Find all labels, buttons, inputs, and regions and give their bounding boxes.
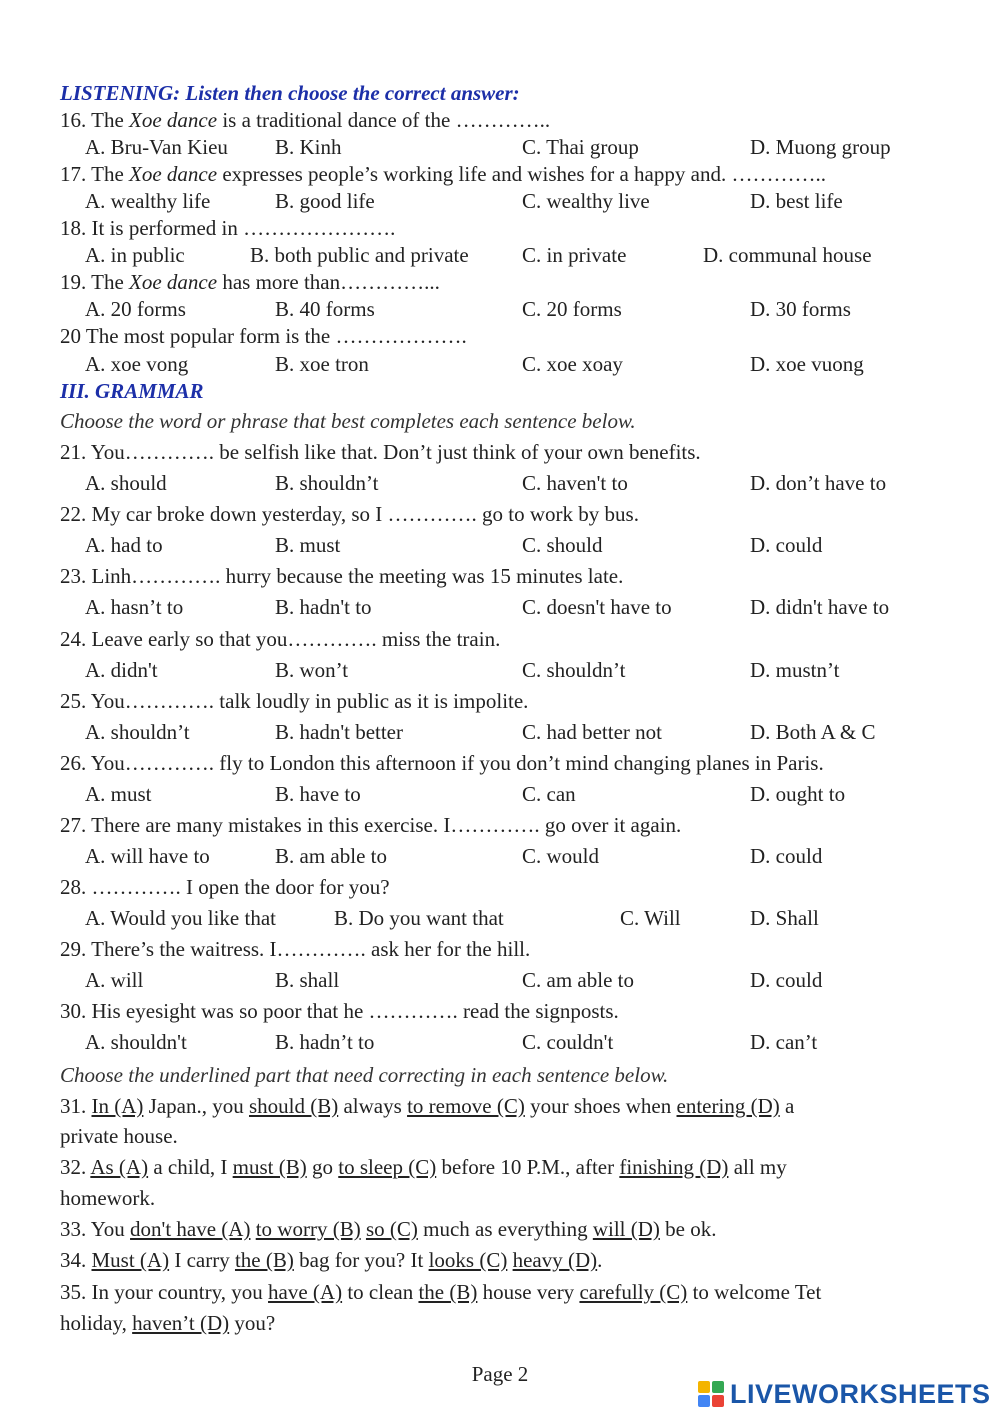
option-d[interactable]: D. best life [750,189,843,213]
option-d[interactable]: D. didn't have to [750,595,890,619]
question-19: 19. The Xoe dance has more than…………... [60,270,440,294]
page-number: Page 2 [471,1362,529,1386]
option-a[interactable]: A. in public [85,243,185,267]
part-b[interactable]: should (B) [248,1094,339,1118]
option-d[interactable]: D. mustn’t [750,658,840,682]
option-b[interactable]: B. hadn't to [275,595,372,619]
option-c[interactable]: C. 20 forms [522,297,622,321]
option-b[interactable]: B. Do you want that [334,906,504,930]
option-a[interactable]: A. had to [85,533,163,557]
logo-icon [698,1381,724,1407]
option-a[interactable]: A. will have to [85,844,210,868]
option-c[interactable]: C. should [522,533,603,557]
option-b[interactable]: B. hadn’t to [275,1030,375,1054]
option-c[interactable]: C. wealthy live [522,189,650,213]
question-30: 30. His eyesight was so poor that he …………. read the signposts. [60,999,619,1023]
option-b[interactable]: B. hadn't better [275,720,403,744]
option-d[interactable]: D. could [750,844,823,868]
option-d[interactable]: D. 30 forms [750,297,851,321]
option-d[interactable]: D. Both A & C [750,720,876,744]
grammar-heading: III. GRAMMAR [60,379,204,403]
part-c[interactable]: to remove (C) [407,1094,525,1118]
question-26: 26. You…………. fly to London this afternoon if you don’t mind changing planes in Paris. [60,751,824,775]
option-b[interactable]: B. xoe tron [275,352,369,376]
option-a[interactable]: A. 20 forms [85,297,186,321]
option-c[interactable]: C. doesn't have to [522,595,672,619]
option-c[interactable]: C. couldn't [522,1030,614,1054]
option-a[interactable]: A. will [85,968,144,992]
option-b[interactable]: B. Kinh [275,135,342,159]
option-c[interactable]: C. in private [522,243,627,267]
option-b[interactable]: B. must [275,533,341,557]
part-c[interactable]: carefully (C) [579,1280,688,1304]
option-b[interactable]: B. won’t [275,658,349,682]
question-29: 29. There’s the waitress. I…………. ask her for the hill. [60,937,531,961]
part-d[interactable]: haven’t (D) [132,1311,230,1335]
liveworksheets-logo[interactable] [698,1378,991,1410]
option-c[interactable]: C. shouldn’t [522,658,626,682]
option-c[interactable]: C. had better not [522,720,662,744]
part-b[interactable]: the (B) [234,1248,294,1272]
option-b[interactable]: B. both public and private [250,243,469,267]
option-a[interactable]: A. should [85,471,167,495]
question-33: 33. You don't have (A) to worry (B) so (C) much as everything will (D) be ok. [60,1217,717,1241]
option-a[interactable]: A. must [85,782,152,806]
option-d[interactable]: D. Shall [750,906,819,930]
question-17: 17. The Xoe dance expresses people’s working life and wishes for a happy and. ………….. [60,162,826,186]
part-b[interactable]: the (B) [418,1280,478,1304]
option-c[interactable]: C. am able to [522,968,634,992]
option-a[interactable]: A. Would you like that [85,906,276,930]
option-d[interactable]: D. ought to [750,782,846,806]
option-c[interactable]: C. haven't to [522,471,628,495]
part-d[interactable]: heavy (D) [512,1248,598,1272]
grammar-instruction: Choose the word or phrase that best completes each sentence below. [60,409,636,433]
option-a[interactable]: A. wealthy life [85,189,211,213]
part-b[interactable]: to worry (B) [255,1217,361,1241]
option-c[interactable]: C. Will [620,906,681,930]
option-b[interactable]: B. 40 forms [275,297,375,321]
question-24: 24. Leave early so that you…………. miss the train. [60,627,501,651]
error-instruction: Choose the underlined part that need correcting in each sentence below. [60,1063,669,1087]
option-b[interactable]: B. am able to [275,844,387,868]
question-25: 25. You…………. talk loudly in public as it is impolite. [60,689,529,713]
option-d[interactable]: D. communal house [703,243,872,267]
question-32-cont: homework. [60,1186,156,1210]
question-35-cont: holiday, haven’t (D) you? [60,1311,276,1335]
part-c[interactable]: to sleep (C) [338,1155,437,1179]
question-20: 20 The most popular form is the ………………. [60,324,467,348]
brand-name: LIVEWORKSHEETS [730,1378,991,1409]
question-31: 31. In (A) Japan., you should (B) always to remove (C) your shoes when entering (D) a [60,1094,795,1118]
part-a[interactable]: don't have (A) [130,1217,251,1241]
option-c[interactable]: C. Thai group [522,135,639,159]
option-a[interactable]: A. hasn’t to [85,595,184,619]
question-23: 23. Linh…………. hurry because the meeting was 15 minutes late. [60,564,624,588]
listening-heading: LISTENING: Listen then choose the correct answer: [60,81,520,105]
option-d[interactable]: D. Muong group [750,135,891,159]
part-d[interactable]: finishing (D) [619,1155,729,1179]
option-b[interactable]: B. good life [275,189,375,213]
part-d[interactable]: entering (D) [676,1094,780,1118]
question-32: 32. As (A) a child, I must (B) go to sleep (C) before 10 P.M., after finishing (D) all my [60,1155,787,1179]
option-d[interactable]: D. could [750,533,823,557]
part-a[interactable]: As (A) [90,1155,149,1179]
part-b[interactable]: must (B) [232,1155,307,1179]
option-b[interactable]: B. have to [275,782,361,806]
option-c[interactable]: C. xoe xoay [522,352,623,376]
option-a[interactable]: A. shouldn’t [85,720,190,744]
question-31-cont: private house. [60,1124,178,1148]
option-d[interactable]: D. don’t have to [750,471,887,495]
part-a[interactable]: In (A) [91,1094,144,1118]
part-a[interactable]: Must (A) [91,1248,170,1272]
option-c[interactable]: C. can [522,782,576,806]
part-c[interactable]: so (C) [365,1217,418,1241]
question-21: 21. You…………. be selfish like that. Don’t just think of your own benefits. [60,440,701,464]
question-28: 28. …………. I open the door for you? [60,875,390,899]
option-c[interactable]: C. would [522,844,600,868]
option-a[interactable]: A. Bru-Van Kieu [85,135,228,159]
question-27: 27. There are many mistakes in this exercise. I…………. go over it again. [60,813,682,837]
option-a[interactable]: A. xoe vong [85,352,189,376]
question-22: 22. My car broke down yesterday, so I …………. go to work by bus. [60,502,639,526]
question-18: 18. It is performed in …………………. [60,216,396,240]
option-b[interactable]: B. shouldn’t [275,471,379,495]
question-35: 35. In your country, you have (A) to clean the (B) house very carefully (C) to welcome Tet [60,1280,822,1304]
option-a[interactable]: A. shouldn't [85,1030,187,1054]
question-16: 16. The Xoe dance is a traditional dance of the ………….. [60,108,551,132]
option-d[interactable]: D. can’t [750,1030,818,1054]
option-a[interactable]: A. didn't [85,658,158,682]
option-b[interactable]: B. shall [275,968,340,992]
part-a[interactable]: have (A) [268,1280,343,1304]
question-34: 34. Must (A) I carry the (B) bag for you? It looks (C) heavy (D). [60,1248,603,1272]
part-c[interactable]: looks (C) [428,1248,508,1272]
part-d[interactable]: will (D) [592,1217,660,1241]
option-d[interactable]: D. xoe vuong [750,352,864,376]
option-d[interactable]: D. could [750,968,823,992]
